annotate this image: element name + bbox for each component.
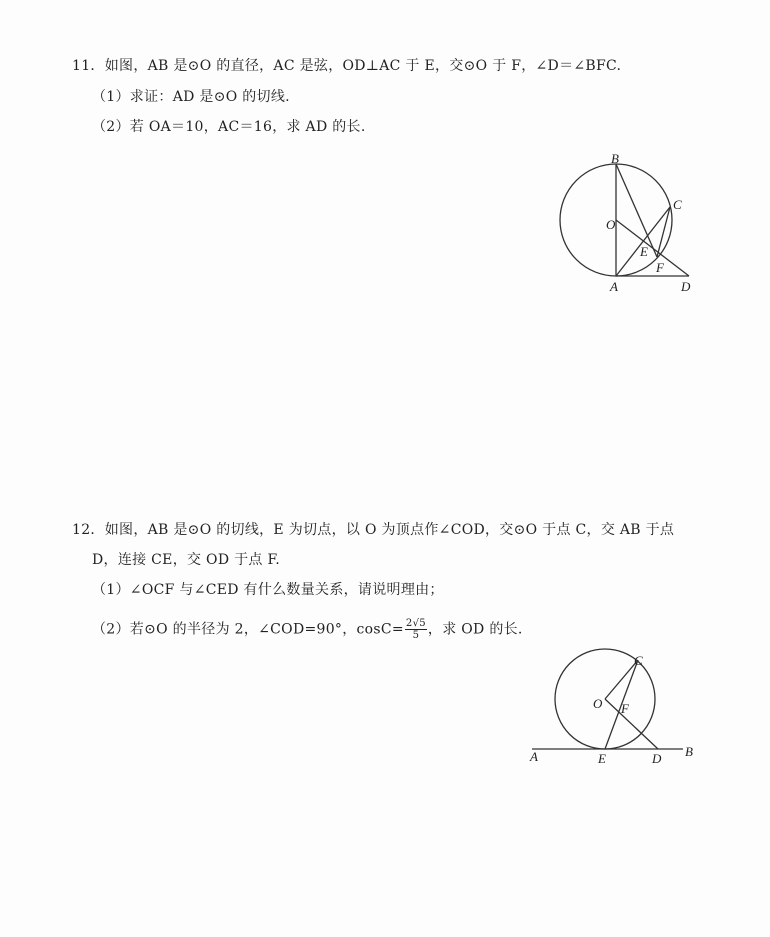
q12-label-a: A	[530, 749, 538, 764]
q11-label-e: E	[640, 244, 648, 259]
cos-fraction	[405, 618, 427, 641]
q11-label-c: C	[673, 197, 682, 212]
q11-label-f: F	[656, 260, 664, 275]
q11-part2: （2）若 OA＝10，AC＝16，求 AD 的长.	[92, 119, 366, 135]
q11-label-a: A	[610, 279, 618, 294]
q12-label-d: D	[652, 751, 662, 766]
q12-label-f: F	[621, 701, 629, 716]
q11-label-b: B	[611, 151, 619, 166]
q12-stem-line1: 12．如图，AB 是⊙O 的切线，E 为切点，以 O 为顶点作∠COD，交⊙O 于点 C，交 AB 于点	[72, 522, 675, 538]
q12-label-c: C	[634, 653, 643, 668]
q12-stem-line2: D，连接 CE，交 OD 于点 F.	[92, 552, 281, 568]
q11-label-o: O	[606, 217, 616, 232]
q11-figure	[540, 145, 710, 305]
q12-part2-before: （2）若⊙O 的半径为 2，∠COD=90°，cosC=	[92, 621, 404, 638]
q12-part1: （1）∠OCF 与∠CED 有什么数量关系，请说明理由；	[92, 582, 444, 598]
cos-fraction-numerator: 2√5	[405, 618, 426, 629]
q12-figure	[520, 648, 710, 773]
q12-label-o: O	[593, 696, 603, 711]
cos-fraction-denominator: 5	[412, 630, 420, 641]
q11-part1: （1）求证：AD 是⊙O 的切线.	[92, 89, 290, 105]
q12-part2	[92, 618, 523, 641]
q12-label-b: B	[685, 744, 693, 759]
q11-line-bf	[616, 164, 657, 257]
q11-label-d: D	[681, 279, 691, 294]
q11-stem: 11．如图，AB 是⊙O 的直径，AC 是弦，OD⊥AC 于 E，交⊙O 于 F，∠D＝∠BFC.	[72, 58, 622, 74]
q12-label-e: E	[598, 751, 606, 766]
q12-part2-after: ，求 OD 的长.	[427, 621, 523, 638]
